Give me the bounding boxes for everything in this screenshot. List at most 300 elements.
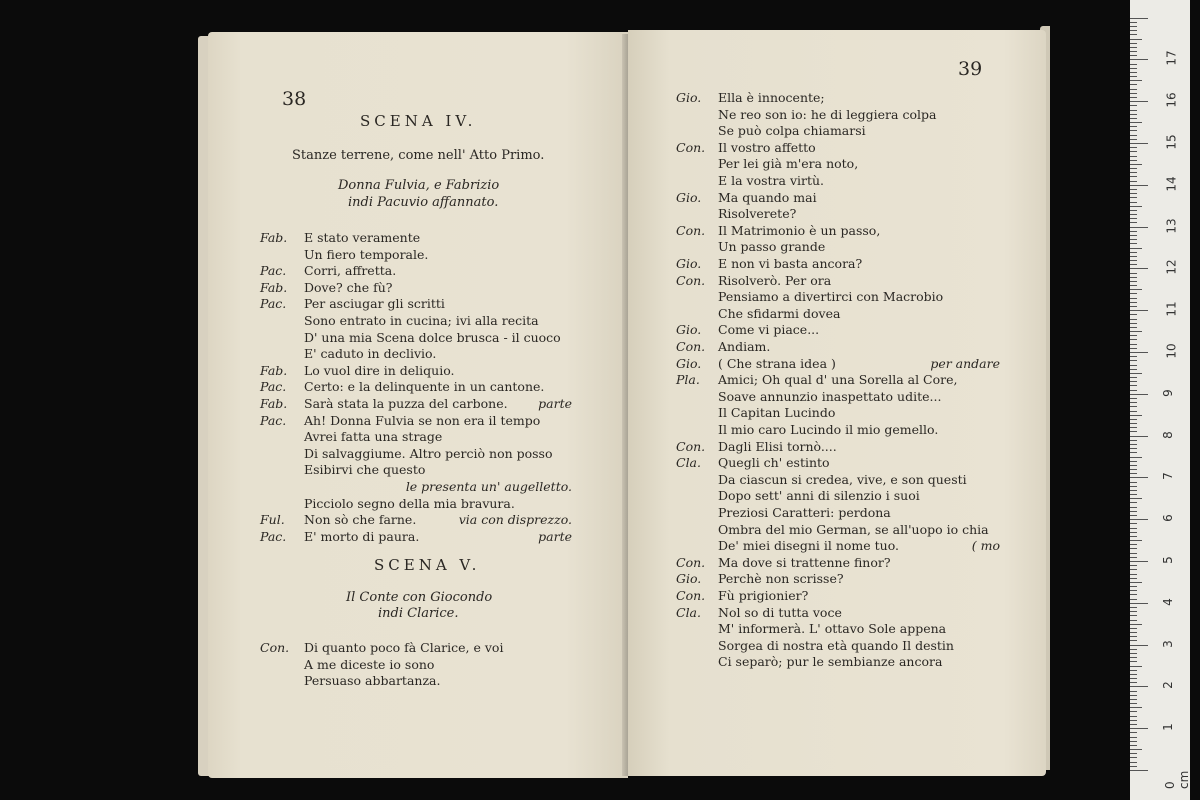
- ruler-tick: [1130, 678, 1137, 679]
- ruler-tick: [1130, 682, 1137, 683]
- line-text: Dagli Elisi tornò....: [718, 438, 837, 454]
- speaker-label: Con.: [676, 139, 706, 155]
- ruler-tick: [1130, 753, 1137, 754]
- ruler-tick: [1130, 670, 1137, 671]
- ruler-number: 15: [1164, 134, 1179, 150]
- line-text: Da ciascun si credea, vive, e son questi: [718, 471, 967, 487]
- ruler-number: 4: [1160, 597, 1175, 606]
- dialogue-line: [676, 571, 1000, 587]
- ruler-tick: [1130, 423, 1137, 424]
- line-text: Per asciugar gli scritti: [304, 296, 445, 312]
- stage-direction: via con disprezzo.: [458, 512, 572, 528]
- ruler-tick: [1130, 553, 1137, 554]
- speaker-label: Con.: [676, 222, 706, 238]
- ruler-tick: [1130, 197, 1137, 198]
- ruler-tick: [1130, 55, 1137, 56]
- ruler-tick: [1130, 126, 1137, 127]
- ruler-tick: [1130, 737, 1137, 738]
- speaker-label: Fab.: [260, 279, 288, 295]
- ruler-tick: [1130, 327, 1137, 328]
- stage-direction: parte: [538, 528, 572, 544]
- stage-direction: ( mo: [971, 538, 1000, 554]
- speaker-label: Ful.: [260, 512, 285, 528]
- ruler-tick: [1130, 502, 1137, 503]
- ruler-tick: [1130, 76, 1137, 77]
- dialogue-line: [676, 389, 1000, 405]
- dialogue-line: [260, 247, 572, 263]
- ruler-tick: [1130, 565, 1137, 566]
- dialogue-line: [676, 140, 1000, 156]
- ruler-tick: [1130, 348, 1137, 349]
- ruler-tick: [1130, 523, 1137, 524]
- line-text: Un passo grande: [718, 239, 826, 255]
- line-text: De' miei disegni il nome tuo.: [718, 538, 900, 554]
- ruler-tick: [1130, 532, 1137, 533]
- line-text: Quegli ch' estinto: [718, 455, 830, 471]
- ruler-tick: [1130, 377, 1137, 378]
- ruler-tick: [1130, 285, 1137, 286]
- ruler-tick: [1130, 135, 1137, 136]
- ruler-tick: [1130, 331, 1142, 332]
- ruler-tick: [1130, 185, 1148, 186]
- line-text: Ci separò; pur le sembianze ancora: [718, 654, 943, 670]
- ruler-tick: [1130, 431, 1137, 432]
- ruler-tick: [1130, 628, 1137, 629]
- ruler-tick: [1130, 686, 1148, 687]
- ruler-tick: [1130, 636, 1137, 637]
- left-page-number: 38: [282, 88, 307, 110]
- ruler-tick: [1130, 699, 1137, 700]
- line-text: E' morto di paura.: [304, 528, 420, 544]
- line-text: Esibirvi che questo: [304, 462, 426, 478]
- ruler-tick: [1130, 360, 1137, 361]
- line-text: Per lei già m'era noto,: [718, 156, 859, 172]
- line-text: Ombra del mio German, se all'uopo io chia: [718, 521, 989, 537]
- ruler-tick: [1130, 557, 1137, 558]
- dialogue-line: [260, 657, 572, 673]
- line-text: Ne reo son io: he di leggiera colpa: [718, 106, 937, 122]
- ruler-tick: [1130, 749, 1142, 750]
- dialogue-line: [676, 339, 1000, 355]
- ruler-tick: [1130, 632, 1137, 633]
- speaker-label: Pac.: [260, 528, 287, 544]
- ruler-tick: [1130, 515, 1137, 516]
- dialogue-line: [260, 313, 572, 329]
- ruler-number: 12: [1164, 259, 1179, 276]
- ruler-tick: [1130, 105, 1137, 106]
- dialogue-line: [676, 555, 1000, 571]
- ruler-tick: [1130, 34, 1137, 35]
- ruler-tick: [1130, 448, 1137, 449]
- line-text: E' caduto in declivio.: [304, 346, 437, 362]
- ruler-tick: [1130, 528, 1137, 529]
- ruler-tick: [1130, 43, 1137, 44]
- ruler-tick: [1130, 51, 1137, 52]
- ruler-tick: [1130, 235, 1137, 236]
- ruler-number: 16: [1164, 92, 1179, 108]
- ruler-tick: [1130, 335, 1137, 336]
- ruler-tick: [1130, 248, 1142, 249]
- ruler-tick: [1130, 68, 1137, 69]
- line-text: Dove? che fù?: [304, 279, 393, 295]
- dialogue-line: [676, 156, 1000, 172]
- dialogue-line: [676, 472, 1000, 488]
- ruler-tick: [1130, 101, 1148, 102]
- ruler-tick: [1130, 243, 1137, 244]
- ruler-tick: [1130, 695, 1137, 696]
- dialogue-line: [260, 230, 572, 246]
- ruler-number: 5: [1160, 556, 1175, 564]
- ruler-tick: [1130, 110, 1137, 111]
- ruler-tick: [1130, 306, 1137, 307]
- ruler-tick: [1130, 477, 1148, 478]
- ruler-number: 2: [1160, 681, 1175, 690]
- ruler-number: 7: [1160, 472, 1175, 481]
- line-text: Soave annunzio inaspettato udite...: [718, 388, 942, 404]
- ruler-tick: [1130, 277, 1137, 278]
- ruler-tick: [1130, 394, 1148, 395]
- ruler-tick: [1130, 89, 1137, 90]
- ruler-tick: [1130, 457, 1142, 458]
- ruler-tick: [1130, 615, 1137, 616]
- speaker-label: Con.: [676, 554, 706, 570]
- dialogue-line: [676, 190, 1000, 206]
- ruler-tick: [1130, 461, 1137, 462]
- line-text: Ma dove si trattenne finor?: [718, 554, 891, 570]
- speaker-label: Con.: [676, 272, 706, 288]
- scene-iv-setting: Stanze terrene, come nell' Atto Primo.: [292, 148, 545, 163]
- ruler-tick: [1130, 711, 1137, 712]
- dialogue-line: [260, 296, 572, 312]
- ruler-number: 11: [1164, 301, 1179, 317]
- ruler-tick: [1130, 406, 1137, 407]
- line-text: Certo: e la delinquente in un cantone.: [304, 379, 545, 395]
- ruler-tick: [1130, 390, 1137, 391]
- ruler-tick: [1130, 206, 1142, 207]
- ruler-tick: [1130, 649, 1137, 650]
- dialogue-line: [260, 496, 572, 512]
- ruler-tick: [1130, 239, 1137, 240]
- speaker-label: Con.: [676, 438, 706, 454]
- ruler-tick: [1130, 620, 1137, 621]
- ruler-tick: [1130, 611, 1137, 612]
- ruler-tick: [1130, 661, 1137, 662]
- dialogue-line: [676, 239, 1000, 255]
- ruler-tick: [1130, 26, 1137, 27]
- ruler-tick: [1130, 640, 1137, 641]
- line-text: Di salvaggiume. Altro perciò non posso: [304, 445, 553, 461]
- dialogue-line: [260, 529, 572, 545]
- line-text: Avrei fatta una strage: [304, 429, 443, 445]
- ruler-tick: [1130, 164, 1142, 165]
- ruler-tick: [1130, 298, 1137, 299]
- ruler-tick: [1130, 645, 1148, 646]
- ruler-tick: [1130, 314, 1137, 315]
- line-text: Sarà stata la puzza del carbone.: [304, 396, 508, 411]
- line-text: Nol so di tutta voce: [718, 604, 842, 620]
- dialogue-line: [676, 621, 1000, 637]
- ruler-tick: [1130, 210, 1137, 211]
- line-text: Lo vuol dire in deliquio.: [304, 362, 455, 378]
- ruler-tick: [1130, 599, 1137, 600]
- ruler-tick: [1130, 156, 1137, 157]
- ruler-tick: [1130, 365, 1137, 366]
- line-text: M' informerà. L' ottavo Sole appena: [718, 621, 947, 637]
- ruler-tick: [1130, 147, 1137, 148]
- ruler-tick: [1130, 252, 1137, 253]
- line-text: Persuaso abbartanza.: [304, 673, 441, 689]
- line-text: Risolverete?: [718, 206, 797, 222]
- ruler-tick: [1130, 419, 1137, 420]
- ruler-tick: [1130, 494, 1137, 495]
- ruler-tick: [1130, 22, 1137, 23]
- ruler-tick: [1130, 732, 1137, 733]
- ruler-tick: [1130, 440, 1137, 441]
- line-text: ( Che strana idea ): [718, 355, 836, 371]
- line-text: Fù prigionier?: [718, 588, 809, 603]
- right-page-number: 39: [958, 58, 983, 80]
- ruler-tick: [1130, 561, 1148, 562]
- line-text: Di quanto poco fà Clarice, e voi: [304, 640, 504, 655]
- ruler-tick: [1130, 202, 1137, 203]
- dialogue-line: [260, 462, 572, 478]
- stage-direction: le presenta un' augelletto.: [405, 479, 572, 494]
- ruler-tick: [1130, 268, 1148, 269]
- right-page: [628, 30, 1046, 776]
- ruler-tick: [1130, 519, 1148, 520]
- dialogue-line: [260, 413, 572, 429]
- line-text: Il vostro affetto: [718, 139, 816, 155]
- dialogue-line: [676, 223, 1000, 239]
- ruler-tick: [1130, 264, 1137, 265]
- ruler-tick: [1130, 344, 1137, 345]
- ruler-tick: [1130, 452, 1137, 453]
- ruler-tick: [1130, 536, 1137, 537]
- ruler-tick: [1130, 411, 1137, 412]
- ruler-tick: [1130, 657, 1137, 658]
- dialogue-line: [260, 346, 572, 362]
- dialogue-line: [676, 372, 1000, 388]
- ruler-tick: [1130, 674, 1137, 675]
- line-text: A me diceste io sono: [304, 656, 435, 672]
- ruler-tick: [1130, 540, 1142, 541]
- ruler-tick: [1130, 293, 1137, 294]
- line-text: Come vi piace...: [718, 322, 820, 338]
- dialogue-line: [260, 640, 572, 656]
- scene-iv-characters-1: Donna Fulvia, e Fabrizio: [338, 178, 500, 193]
- ruler-tick: [1130, 486, 1137, 487]
- line-text: Che sfidarmi dovea: [718, 305, 841, 321]
- line-text: Pensiamo a divertirci con Macrobio: [718, 289, 944, 305]
- dialogue-line: [676, 654, 1000, 670]
- ruler-tick: [1130, 724, 1137, 725]
- scene-v-characters-1: Il Conte con Giocondo: [346, 590, 493, 605]
- speaker-label: Fab.: [260, 230, 288, 245]
- ruler-tick: [1130, 151, 1137, 152]
- ruler-tick: [1130, 80, 1142, 81]
- line-text: Amici; Oh qual d' una Sorella al Core,: [718, 372, 958, 388]
- ruler-tick: [1130, 569, 1137, 570]
- dialogue-line: [260, 479, 572, 495]
- line-text: Picciolo segno della mia bravura.: [304, 495, 515, 511]
- ruler-tick: [1130, 319, 1137, 320]
- ruler-tick: [1130, 72, 1137, 73]
- ruler-tick: [1130, 770, 1148, 771]
- line-text: Se può colpa chiamarsi: [718, 123, 866, 139]
- dialogue-line: [676, 505, 1000, 521]
- ruler-tick: [1130, 582, 1142, 583]
- dialogue-line: [260, 263, 572, 279]
- speaker-label: Cla.: [676, 455, 701, 471]
- speaker-label: Gio.: [676, 322, 702, 338]
- measurement-ruler: [1130, 0, 1190, 800]
- speaker-label: Pac.: [260, 263, 287, 279]
- line-text: Ella è innocente;: [718, 90, 825, 105]
- scene-iv-characters-2: indi Pacuvio affannato.: [348, 195, 499, 210]
- ruler-number: 1: [1160, 723, 1175, 732]
- speaker-label: Fab.: [260, 362, 288, 378]
- stage-direction: per andare: [930, 355, 1000, 371]
- ruler-tick: [1130, 139, 1137, 140]
- dialogue-line: [260, 446, 572, 462]
- line-text: Il mio caro Lucindo il mio gemello.: [718, 422, 939, 437]
- ruler-tick: [1130, 356, 1137, 357]
- speaker-label: Gio.: [676, 90, 702, 105]
- dialogue-line: [260, 673, 572, 689]
- dialogue-line: [676, 605, 1000, 621]
- ruler-tick: [1130, 465, 1137, 466]
- dialogue-line: [676, 206, 1000, 222]
- ruler-tick: [1130, 427, 1137, 428]
- ruler-tick: [1130, 214, 1137, 215]
- ruler-tick: [1130, 64, 1137, 65]
- line-text: Dopo sett' anni di silenzio i suoi: [718, 488, 920, 504]
- line-text: Il Capitan Lucindo: [718, 405, 836, 421]
- ruler-tick: [1130, 369, 1137, 370]
- scene-iv-title: SCENA IV.: [360, 112, 477, 130]
- ruler-tick: [1130, 473, 1137, 474]
- ruler-tick: [1130, 766, 1137, 767]
- ruler-number: 10: [1164, 343, 1179, 359]
- dialogue-line: [676, 306, 1000, 322]
- ruler-number: 14: [1164, 176, 1179, 192]
- ruler-tick: [1130, 176, 1137, 177]
- speaker-label: Con.: [260, 640, 290, 655]
- ruler-tick: [1130, 339, 1137, 340]
- stage-direction: parte: [538, 396, 572, 411]
- ruler-tick: [1130, 59, 1148, 60]
- speaker-label: Gio.: [676, 189, 702, 205]
- speaker-label: Pac.: [260, 412, 287, 428]
- speaker-label: Gio.: [676, 355, 702, 371]
- ruler-tick: [1130, 39, 1142, 40]
- dialogue-line: [676, 107, 1000, 123]
- ruler-tick: [1130, 728, 1148, 729]
- ruler-tick: [1130, 181, 1137, 182]
- ruler-tick: [1130, 415, 1142, 416]
- line-text: Sono entrato in cucina; ivi alla recita: [304, 313, 539, 328]
- line-text: E non vi basta ancora?: [718, 256, 863, 271]
- speaker-label: Gio.: [676, 256, 702, 271]
- dialogue-line: [676, 322, 1000, 338]
- speaker-label: Fab.: [260, 396, 288, 411]
- ruler-tick: [1130, 444, 1137, 445]
- speaker-label: Cla.: [676, 604, 701, 620]
- ruler-tick: [1130, 114, 1137, 115]
- ruler-tick: [1130, 18, 1148, 19]
- dialogue-line: [676, 90, 1000, 106]
- dialogue-line: [676, 356, 1000, 372]
- speaker-label: Pac.: [260, 296, 287, 312]
- ruler-tick: [1130, 122, 1142, 123]
- ruler-tick: [1130, 323, 1137, 324]
- ruler-tick: [1130, 30, 1137, 31]
- ruler-tick: [1130, 544, 1137, 545]
- ruler-tick: [1130, 160, 1137, 161]
- line-text: Ma quando mai: [718, 189, 817, 205]
- ruler-number: 17: [1164, 50, 1179, 67]
- ruler-number: 0 cm: [1163, 770, 1191, 789]
- dialogue-line: [676, 455, 1000, 471]
- scene-v-characters-2: indi Clarice.: [378, 606, 459, 621]
- ruler-tick: [1130, 666, 1142, 667]
- ruler-tick: [1130, 548, 1137, 549]
- ruler-tick: [1130, 402, 1137, 403]
- speaker-label: Pla.: [676, 372, 700, 388]
- ruler-tick: [1130, 231, 1137, 232]
- ruler-tick: [1130, 398, 1137, 399]
- dialogue-line: [676, 123, 1000, 139]
- line-text: E stato veramente: [304, 230, 421, 245]
- ruler-tick: [1130, 482, 1137, 483]
- dialogue-line: [676, 538, 1000, 554]
- ruler-tick: [1130, 757, 1137, 758]
- ruler-tick: [1130, 707, 1142, 708]
- ruler-tick: [1130, 436, 1148, 437]
- ruler-tick: [1130, 762, 1137, 763]
- ruler-number: 6: [1160, 514, 1175, 523]
- line-text: Preziosi Caratteri: perdona: [718, 505, 891, 520]
- line-text: Sorgea di nostra età quando Il destin: [718, 637, 954, 653]
- line-text: D' una mia Scena dolce brusca - il cuoco: [304, 329, 561, 345]
- scene-v-title: SCENA V.: [374, 556, 481, 574]
- ruler-tick: [1130, 47, 1137, 48]
- dialogue-line: [676, 439, 1000, 455]
- ruler-tick: [1130, 498, 1142, 499]
- ruler-tick: [1130, 385, 1137, 386]
- ruler-tick: [1130, 469, 1137, 470]
- ruler-tick: [1130, 143, 1148, 144]
- ruler-tick: [1130, 260, 1137, 261]
- line-text: Risolverò. Per ora: [718, 272, 832, 288]
- line-text: Il Matrimonio è un passo,: [718, 222, 881, 238]
- dialogue-line: [676, 173, 1000, 189]
- dialogue-line: [676, 256, 1000, 272]
- ruler-tick: [1130, 373, 1142, 374]
- line-text: Ah! Donna Fulvia se non era il tempo: [304, 412, 541, 428]
- line-text: E la vostra virtù.: [718, 173, 825, 188]
- ruler-tick: [1130, 653, 1137, 654]
- ruler-tick: [1130, 594, 1137, 595]
- ruler-tick: [1130, 716, 1137, 717]
- ruler-tick: [1130, 352, 1148, 353]
- ruler-tick: [1130, 130, 1137, 131]
- dialogue-line: [260, 512, 572, 528]
- ruler-tick: [1130, 381, 1137, 382]
- ruler-tick: [1130, 741, 1137, 742]
- line-text: Non sò che farne.: [304, 512, 417, 528]
- ruler-tick: [1130, 93, 1137, 94]
